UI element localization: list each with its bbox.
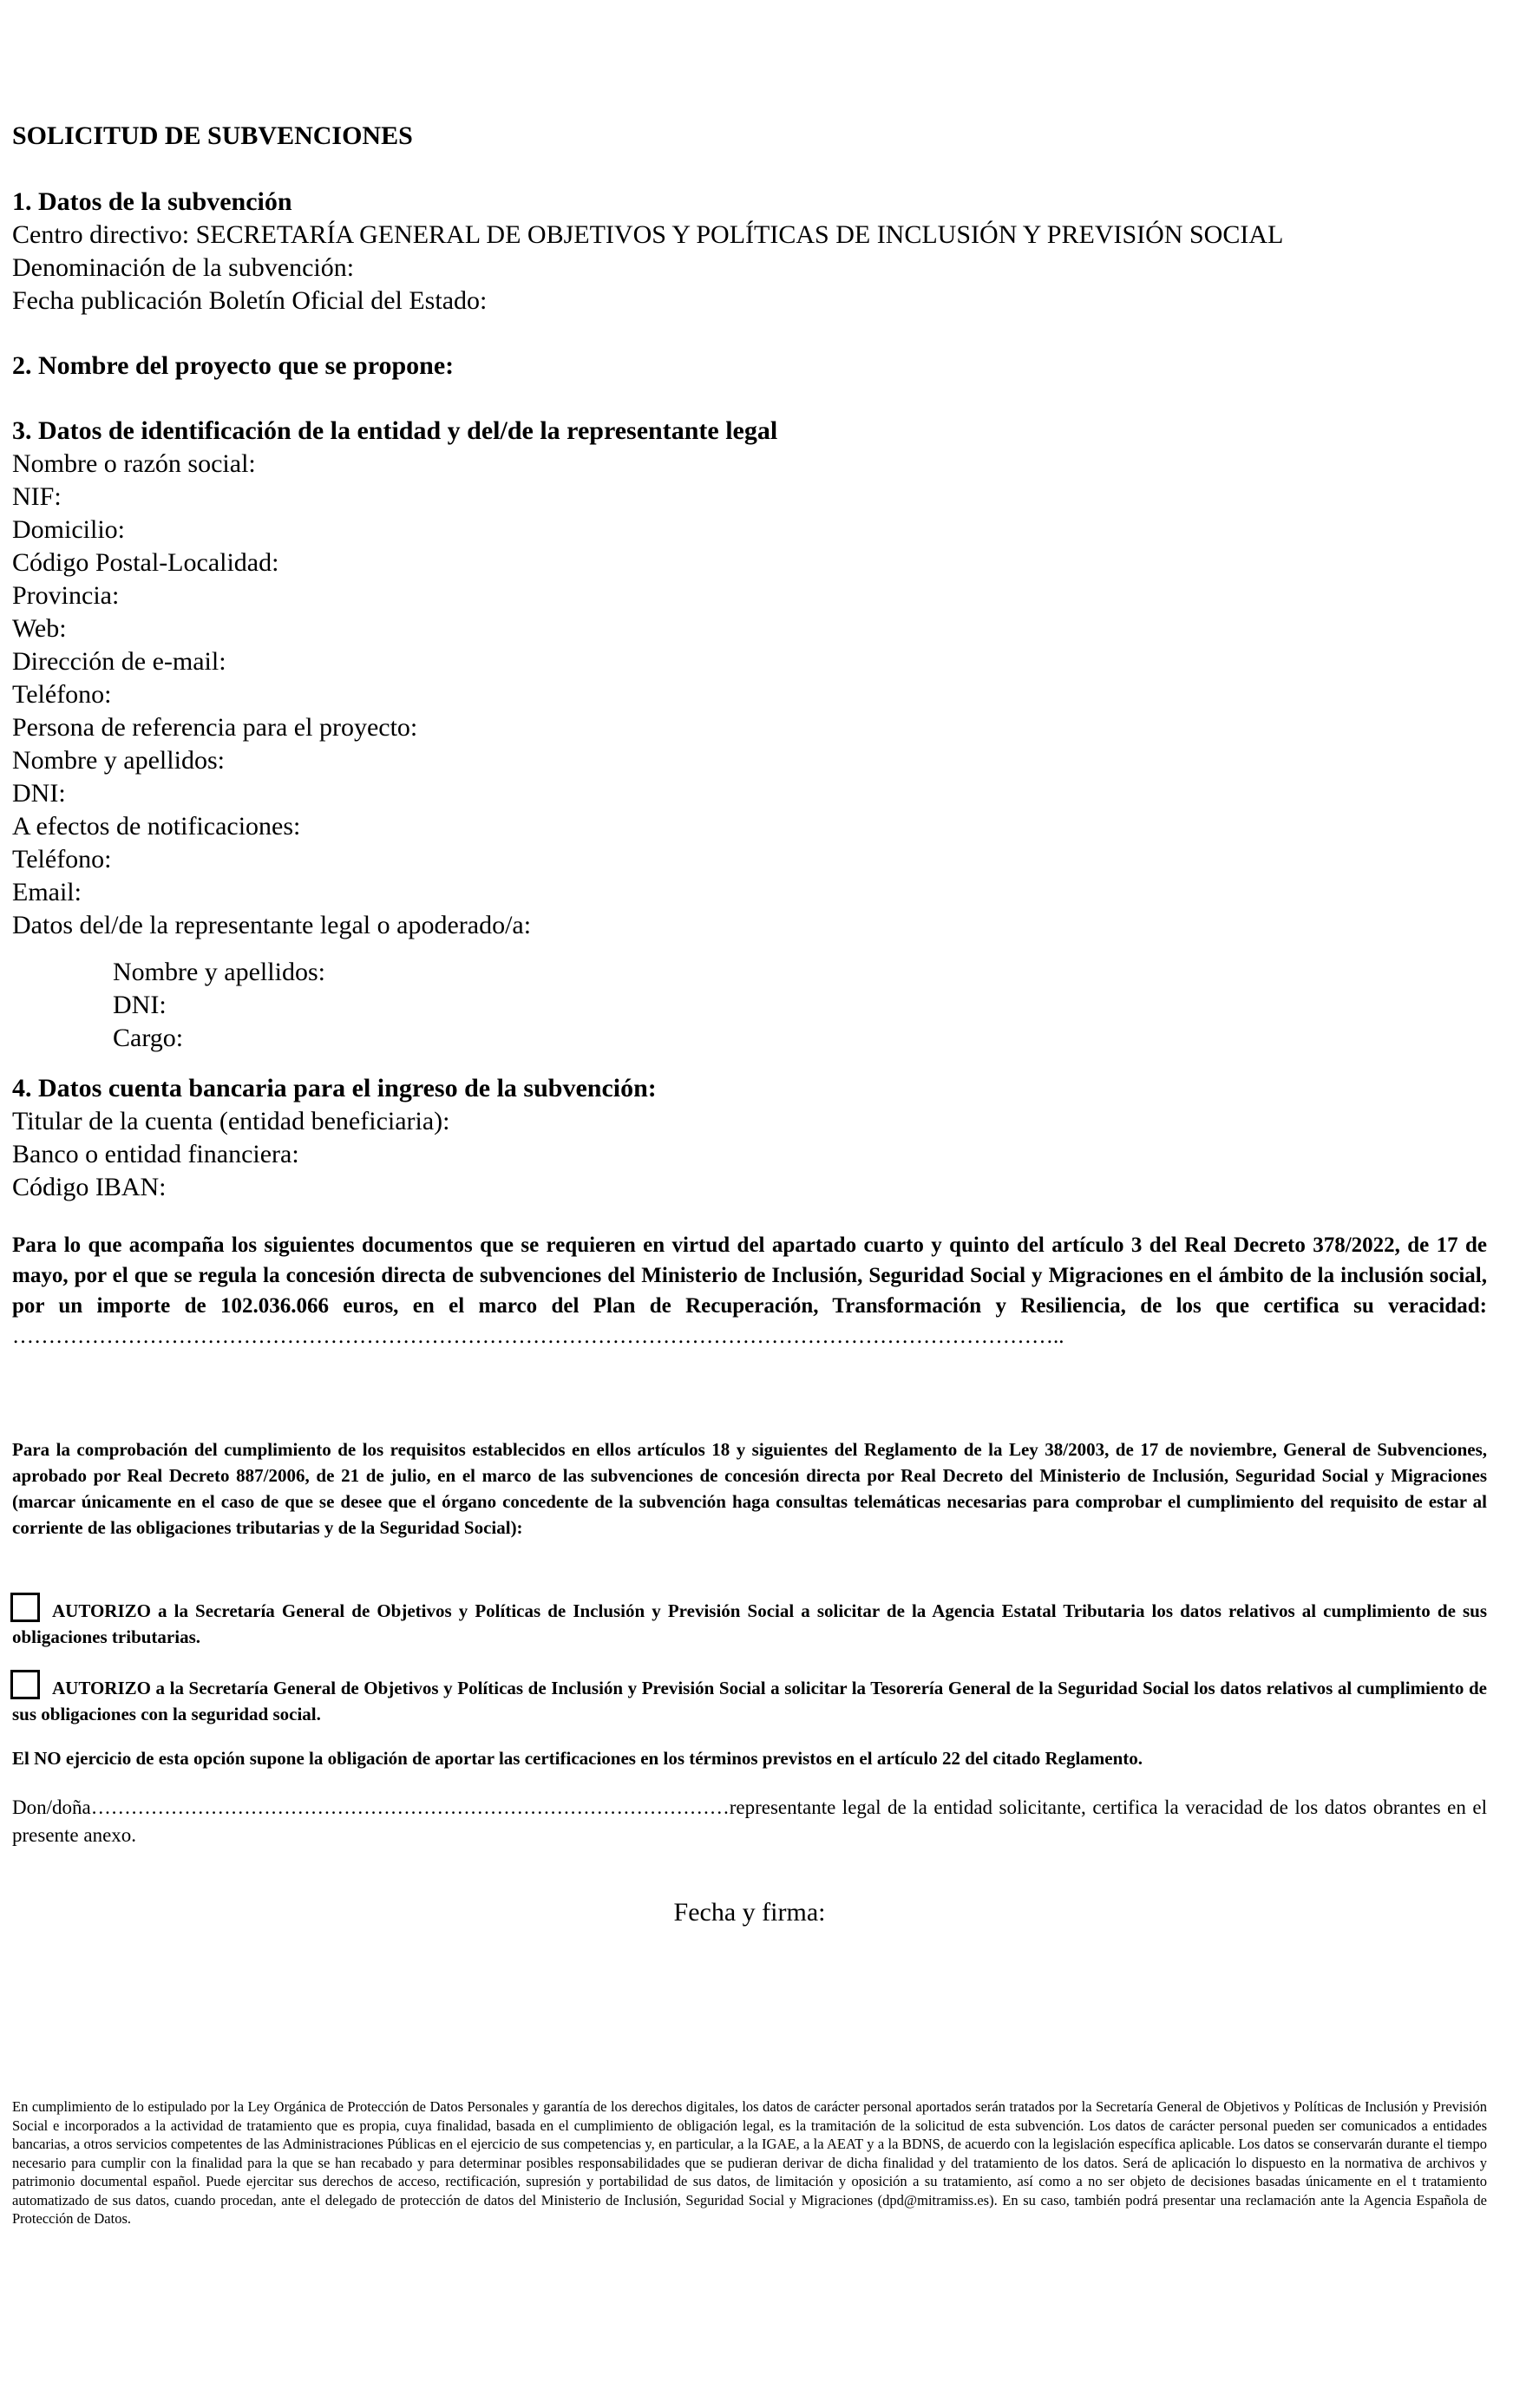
don-dona-declaration: Don/doña……………………………………………………………………………………representante legal de la entidad solicitante, certifica la veracidad de los datos obrantes en el presente anexo. bbox=[12, 1796, 1487, 1846]
section-1-heading: 1. Datos de la subvención bbox=[12, 187, 292, 216]
centro-directivo-field: Centro directivo: SECRETARÍA GENERAL DE OBJETIVOS Y POLÍTICAS DE INCLUSIÓN Y PREVISIÓN SOCIAL bbox=[12, 220, 1284, 249]
document-title: SOLICITUD DE SUBVENCIONES bbox=[12, 121, 413, 150]
section-cuenta-bancaria bbox=[12, 1072, 657, 1204]
banco-field: Banco o entidad financiera: bbox=[12, 1140, 299, 1168]
section-4-heading: 4. Datos cuenta bancaria para el ingreso de la subvención: bbox=[12, 1074, 657, 1103]
codigo-postal-field: Código Postal-Localidad: bbox=[12, 548, 279, 577]
web-field: Web: bbox=[12, 614, 67, 643]
no-ejercicio-note: El NO ejercicio de esta opción supone la obligación de aportar las certificaciones en los términos previstos en el artículo 22 del citado Reglamento. bbox=[12, 1748, 1143, 1769]
section-subvencion bbox=[12, 186, 1283, 317]
documentos-dots: ……………………………………………………………………………………………………………………………….. bbox=[12, 1325, 1064, 1348]
section-2-heading: 2. Nombre del proyecto que se propone: bbox=[12, 351, 455, 380]
autorizacion-aeat bbox=[12, 1593, 1487, 1650]
autorizo-ss-checkbox[interactable] bbox=[10, 1670, 40, 1699]
provincia-field: Provincia: bbox=[12, 581, 120, 610]
referencia-dni-field: DNI: bbox=[12, 779, 66, 808]
section-proyecto bbox=[12, 350, 454, 383]
section-identificacion bbox=[12, 415, 777, 1055]
nif-field: NIF: bbox=[12, 482, 62, 511]
documentos-text: Para lo que acompaña los siguientes documentos que se requieren en virtud del apartado cuarto y quinto del artículo 3 del Real Decreto 378/2022, de 17 de mayo, por el que se regula la concesión directa de subvenciones del Ministerio de Inclusión, Seguridad Social y Migraciones en el ámbito de la inclusión social, por un importe de 102.036.066 euros, en el marco del Plan de Recuperación, Transformación y Resiliencia, de los que certifica su veracidad: bbox=[12, 1233, 1487, 1318]
domicilio-field: Domicilio: bbox=[12, 515, 125, 544]
notificaciones-telefono-field: Teléfono: bbox=[12, 845, 112, 874]
telefono-field: Teléfono: bbox=[12, 680, 112, 709]
section-3-heading: 3. Datos de identificación de la entidad y del/de la representante legal bbox=[12, 416, 778, 445]
documentos-paragraph bbox=[12, 1230, 1487, 1351]
proteccion-datos-footer: En cumplimiento de lo estipulado por la Ley Orgánica de Protección de Datos Personales y garantía de los derechos digitales, los datos de carácter personal aportados serán tratados por la Secretaría General de Objetivos y Políticas de Inclusión y Previsión Social e incorporados a la actividad de tratamiento que es propia, cuya finalidad, basada en el cumplimiento de obligación legal, es la tramitación de la solicitud de esta subvención. Los datos de carácter personal pueden ser comunicados a entidades bancarias, a otros servicios competentes de las Administraciones Públicas en el ejercicio de sus competencias y, en particular, a la IGAE, a la AEAT y a la BDNS, de acuerdo con la legislación específica aplicable. Los datos se conservarán durante el tiempo necesario para cumplir con la finalidad para la que se han recabado y para determinar posibles responsabilidades que se pudieran derivar de dicha finalidad y del tratamiento de los datos. Será de aplicación lo dispuesto en la normativa de archivos y patrimonio documental español. Puede ejercitar sus derechos de acceso, rectificación, supresión y portabilidad de sus datos, de limitación y oposición a su tratamiento, así como a no ser objeto de decisiones basadas únicamente en el t tratamiento automatizado de sus datos, cuando procedan, ante el delegado de protección de datos del Ministerio de Inclusión, Seguridad Social y Migraciones (dpd@mitramiss.es). En su caso, también podrá presentar una reclamación ante la Agencia Española de Protección de Datos. bbox=[12, 2098, 1487, 2227]
persona-referencia-label: Persona de referencia para el proyecto: bbox=[12, 713, 418, 742]
notificaciones-label: A efectos de notificaciones: bbox=[12, 812, 301, 841]
representante-dni-field: DNI: bbox=[113, 991, 167, 1019]
representante-label: Datos del/de la representante legal o apoderado/a: bbox=[12, 911, 532, 939]
autorizacion-seguridad-social bbox=[12, 1670, 1487, 1727]
autorizo-ss-text: AUTORIZO a la Secretaría General de Objetivos y Políticas de Inclusión y Previsión Social a solicitar la Tesorería General de la Seguridad Social los datos relativos al cumplimiento de sus obligaciones con la seguridad social. bbox=[12, 1678, 1487, 1724]
email-address-field: Dirección de e-mail: bbox=[12, 647, 226, 676]
autorizo-aeat-text: AUTORIZO a la Secretaría General de Objetivos y Políticas de Inclusión y Previsión Social a solicitar de la Agencia Estatal Tributaria los datos relativos al cumplimiento de sus obligaciones tributarias. bbox=[12, 1600, 1487, 1647]
fecha-boe-field: Fecha publicación Boletín Oficial del Estado: bbox=[12, 286, 488, 315]
denominacion-field: Denominación de la subvención: bbox=[12, 253, 355, 282]
razon-social-field: Nombre o razón social: bbox=[12, 449, 256, 478]
representante-cargo-field: Cargo: bbox=[113, 1024, 184, 1052]
iban-field: Código IBAN: bbox=[12, 1173, 167, 1201]
notificaciones-email-field: Email: bbox=[12, 878, 82, 906]
fecha-firma-label: Fecha y firma: bbox=[673, 1898, 826, 1927]
representante-nombre-field: Nombre y apellidos: bbox=[113, 958, 325, 986]
comprobacion-paragraph: Para la comprobación del cumplimiento de los requisitos establecidos en ellos artículos 18 y siguientes del Reglamento de la Ley 38/2003, de 17 de noviembre, General de Subvenciones, aprobado por Real Decreto 887/2006, de 21 de julio, en el marco de las subvenciones de concesión directa por Real Decreto del Ministerio de Inclusión, Seguridad Social y Migraciones (marcar únicamente en el caso de que se desee que el órgano concedente de la subvención haga consultas telemáticas necesarias para comprobar el cumplimiento del requisito de estar al corriente de las obligaciones tributarias y de la Seguridad Social): bbox=[12, 1439, 1487, 1538]
referencia-nombre-field: Nombre y apellidos: bbox=[12, 746, 225, 775]
titular-cuenta-field: Titular de la cuenta (entidad beneficiaria): bbox=[12, 1107, 450, 1135]
autorizo-aeat-checkbox[interactable] bbox=[10, 1593, 40, 1622]
